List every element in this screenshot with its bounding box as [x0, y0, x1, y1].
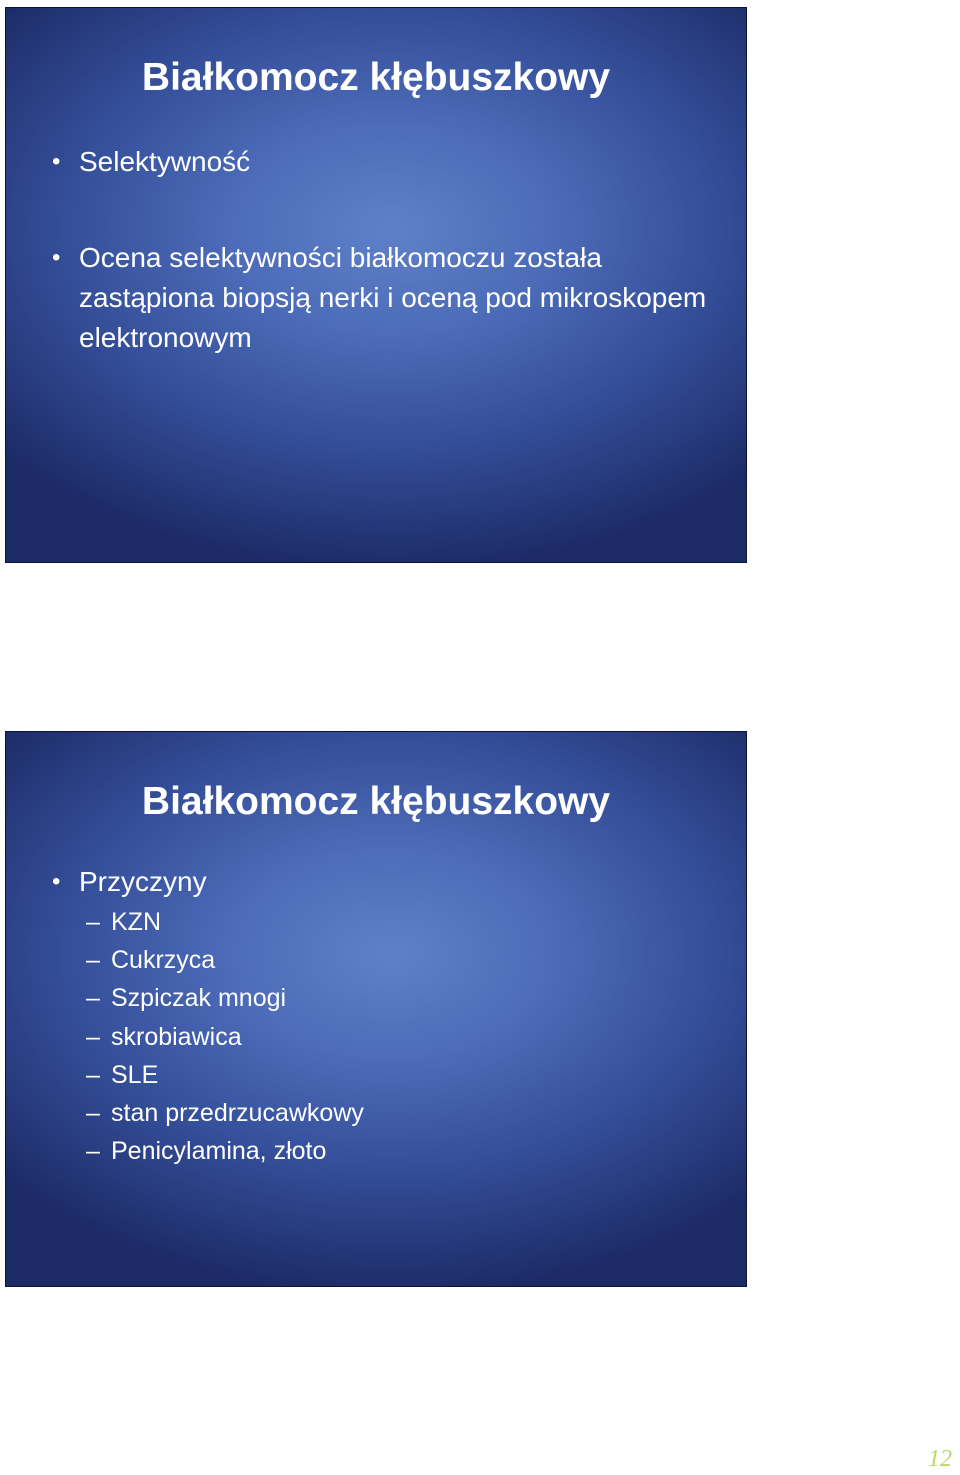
dash-icon: – — [86, 984, 100, 1013]
sub-bullet-item — [6, 941, 726, 979]
sub-bullet-text: SLE — [111, 1060, 159, 1089]
sub-bullet-item — [6, 1018, 726, 1056]
slide-title: Białkomocz kłębuszkowy — [141, 56, 611, 99]
sub-bullet-item — [6, 1056, 726, 1094]
page-number: 12 — [928, 1446, 952, 1472]
bullet-item — [6, 142, 726, 182]
dash-icon: – — [86, 908, 100, 936]
sub-bullet-item — [6, 979, 726, 1017]
bullet-list — [6, 142, 726, 358]
sub-bullet-text: KZN — [111, 908, 161, 936]
sub-bullet-item — [6, 903, 726, 941]
slide-2 — [5, 731, 747, 1287]
dash-icon: – — [86, 1137, 100, 1166]
sub-bullet-text: Penicylamina, złoto — [111, 1137, 327, 1166]
dash-icon: – — [86, 946, 100, 975]
bullet-list — [6, 862, 726, 902]
bullet-dot-icon: • — [52, 244, 61, 271]
dash-icon: – — [86, 1022, 100, 1051]
slide-title: Białkomocz kłębuszkowy — [141, 780, 611, 823]
dash-icon: – — [86, 1060, 100, 1089]
bullet-text: Przyczyny — [79, 866, 207, 897]
bullet-item — [6, 862, 726, 902]
bullet-text: Ocena selektywności białkomoczu została zastąpiona biopsją nerki i oceną pod mikroskopem elektronowym — [79, 242, 707, 353]
sub-bullet-list — [6, 903, 726, 1170]
dash-icon: – — [86, 1099, 100, 1128]
bullet-dot-icon: • — [52, 148, 61, 175]
bullet-text: Selektywność — [79, 146, 251, 177]
sub-bullet-item — [6, 1132, 726, 1170]
slide-1 — [5, 7, 747, 563]
bullet-dot-icon: • — [52, 868, 61, 895]
sub-bullet-item — [6, 1094, 726, 1132]
bullet-item — [6, 238, 726, 358]
sub-bullet-text: Cukrzyca — [111, 946, 216, 975]
sub-bullet-text: skrobiawica — [111, 1022, 242, 1051]
sub-bullet-text: stan przedrzucawkowy — [111, 1099, 364, 1128]
sub-bullet-text: Szpiczak mnogi — [111, 984, 287, 1013]
